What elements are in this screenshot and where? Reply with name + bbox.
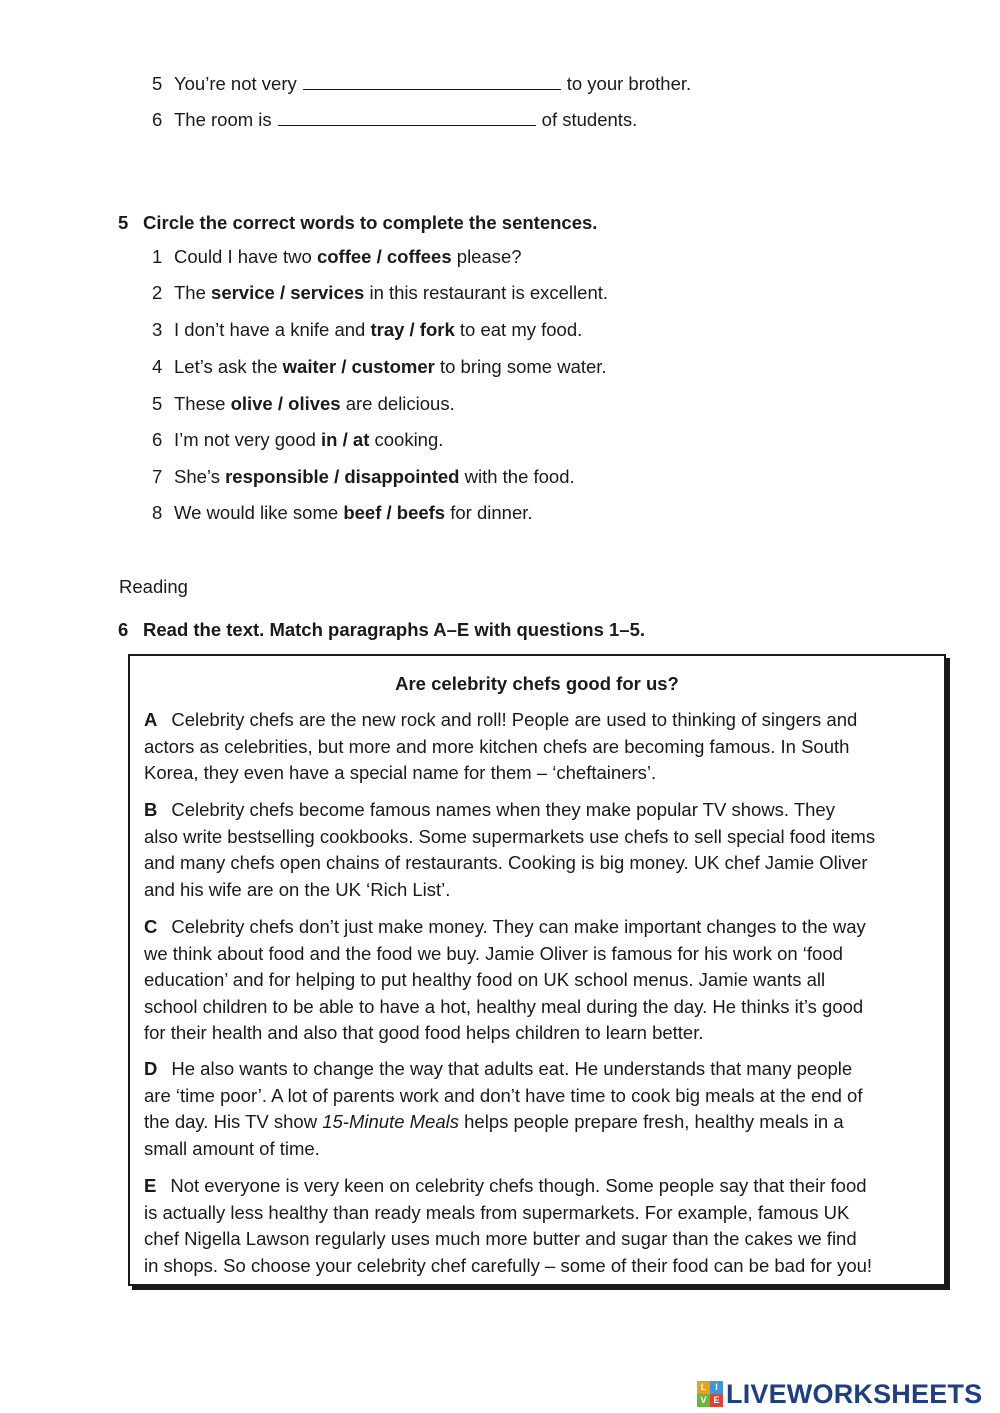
gap-fill-item xyxy=(152,108,637,132)
item-text-after: with the food. xyxy=(459,466,575,487)
paragraph-line: Celebrity chefs are the new rock and roll! People are used to thinking of singers and xyxy=(171,709,858,730)
list-item xyxy=(152,428,443,452)
item-text-before: You’re not very xyxy=(174,73,297,94)
word-choice[interactable]: beef / beefs xyxy=(343,502,446,523)
item-text-before: Let’s ask the xyxy=(174,356,283,377)
paragraph-line: He also wants to change the way that adults eat. He understands that many people xyxy=(171,1058,853,1079)
paragraph-letter: D xyxy=(144,1058,158,1079)
paragraph-line: is actually less healthy than ready meals from supermarkets. For example, famous UK xyxy=(144,1201,850,1223)
item-text-after: of students. xyxy=(541,109,638,130)
word-choice[interactable]: olive / olives xyxy=(230,393,341,414)
paragraph-c xyxy=(144,914,944,1047)
item-text-before: The room is xyxy=(174,109,272,130)
answer-blank[interactable] xyxy=(303,72,561,90)
exercise-5-heading xyxy=(118,212,597,234)
reading-text-box xyxy=(128,654,946,1286)
list-item xyxy=(152,465,575,489)
item-number: 7 xyxy=(152,466,163,487)
item-number: 8 xyxy=(152,502,163,523)
item-text-after: are delicious. xyxy=(340,393,455,414)
paragraph-e xyxy=(144,1173,944,1279)
section-label-reading: Reading xyxy=(119,576,188,597)
paragraph-letter: B xyxy=(144,799,158,820)
item-text-before: These xyxy=(174,393,231,414)
reading-text-title: Are celebrity chefs good for us? xyxy=(395,673,679,694)
list-item xyxy=(152,392,455,416)
paragraph-letter: A xyxy=(144,709,158,730)
paragraph-line: chef Nigella Lawson regularly uses much more butter and sugar than the cakes we find xyxy=(144,1228,857,1249)
paragraph-line xyxy=(144,1109,944,1136)
item-text-after: to eat my food. xyxy=(454,319,583,340)
paragraph-line: education’ and for helping to put healthy food on UK school menus. Jamie wants all xyxy=(144,969,826,990)
list-item xyxy=(152,245,522,269)
gap-fill-item xyxy=(152,72,691,96)
paragraph-line: Korea, they even have a special name for them – ‘cheftainers’. xyxy=(144,762,657,783)
item-number: 5 xyxy=(152,73,163,94)
item-text-after: cooking. xyxy=(369,429,444,450)
item-number: 3 xyxy=(152,319,163,340)
word-choice[interactable]: service / services xyxy=(211,282,365,303)
liveworksheets-logo xyxy=(697,1379,982,1409)
exercise-number: 5 xyxy=(118,212,129,233)
item-number: 6 xyxy=(152,429,163,450)
item-text-after: for dinner. xyxy=(445,502,533,523)
logo-mark-icon: L I V E xyxy=(697,1381,723,1407)
paragraph-line: we think about food and the food we buy. Jamie Oliver is famous for his work on ‘food xyxy=(144,942,843,964)
paragraph-letter: C xyxy=(144,916,158,937)
item-text-before: We would like some xyxy=(174,502,344,523)
line-text-after: helps people prepare fresh, healthy meals in a xyxy=(459,1111,844,1132)
word-choice[interactable]: coffee / coffees xyxy=(316,246,452,267)
item-number: 6 xyxy=(152,109,163,130)
word-choice[interactable]: waiter / customer xyxy=(282,356,435,377)
answer-blank[interactable] xyxy=(278,108,536,126)
item-text-before: The xyxy=(174,282,212,303)
word-choice[interactable]: tray / fork xyxy=(370,319,455,340)
exercise-6-heading xyxy=(118,619,645,641)
list-item xyxy=(152,501,533,525)
line-text-before: the day. His TV show xyxy=(144,1111,323,1132)
item-number: 2 xyxy=(152,282,163,303)
word-choice[interactable]: in / at xyxy=(321,429,370,450)
paragraph-line: also write bestselling cookbooks. Some supermarkets use chefs to sell special food items xyxy=(144,825,876,847)
item-text-after: to bring some water. xyxy=(434,356,607,377)
item-number: 1 xyxy=(152,246,163,267)
paragraph-d xyxy=(144,1056,944,1162)
exercise-instruction: Read the text. Match paragraphs A–E with questions 1–5. xyxy=(143,619,646,640)
paragraph-line: school children to be able to have a hot, healthy meal during the day. He thinks it’s good xyxy=(144,995,864,1017)
item-text-before: Could I have two xyxy=(174,246,317,267)
item-number: 5 xyxy=(152,393,163,414)
item-text-before: I don’t have a knife and xyxy=(174,319,371,340)
tv-show-title: 15-Minute Meals xyxy=(322,1111,459,1132)
paragraph-line: Celebrity chefs don’t just make money. They can make important changes to the way xyxy=(171,916,866,937)
exercise-number: 6 xyxy=(118,619,129,640)
paragraph-line: are ‘time poor’. A lot of parents work and don’t have time to cook big meals at the end of xyxy=(144,1084,863,1106)
paragraph-a xyxy=(144,707,944,787)
item-text-before: She’s xyxy=(174,466,226,487)
item-text-after: to your brother. xyxy=(566,73,692,94)
item-text-before: I’m not very good xyxy=(174,429,322,450)
item-text-after: please? xyxy=(451,246,522,267)
paragraph-line: Celebrity chefs become famous names when they make popular TV shows. They xyxy=(171,799,835,820)
paragraph-line: in shops. So choose your celebrity chef carefully – some of their food can be bad for you! xyxy=(144,1254,873,1276)
list-item xyxy=(152,318,582,342)
paragraph-line: and his wife are on the UK ‘Rich List’. xyxy=(144,878,451,900)
paragraph-line: for their health and also that good food helps children to learn better. xyxy=(144,1022,704,1043)
paragraph-line: and many chefs open chains of restaurants. Cooking is big money. UK chef Jamie Oliver xyxy=(144,852,868,873)
item-text-after: in this restaurant is excellent. xyxy=(364,282,609,303)
list-item xyxy=(152,355,607,379)
word-choice[interactable]: responsible / disappointed xyxy=(225,466,460,487)
logo-text: LIVEWORKSHEETS xyxy=(726,1378,983,1409)
paragraph-b xyxy=(144,797,944,903)
paragraph-line: small amount of time. xyxy=(144,1137,320,1159)
list-item xyxy=(152,281,608,305)
exercise-instruction: Circle the correct words to complete the sentences. xyxy=(143,212,598,233)
paragraph-line: Not everyone is very keen on celebrity chefs though. Some people say that their food xyxy=(170,1175,867,1196)
paragraph-letter: E xyxy=(144,1175,157,1196)
paragraph-line: actors as celebrities, but more and more kitchen chefs are becoming famous. In South xyxy=(144,735,850,757)
item-number: 4 xyxy=(152,356,163,377)
